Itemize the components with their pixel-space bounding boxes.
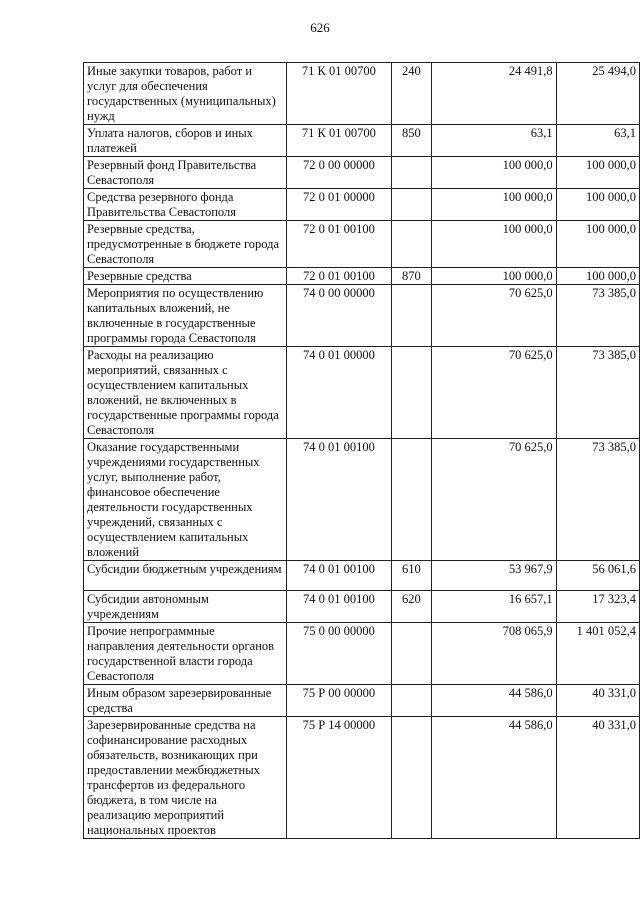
row-name: Субсидии автономным учреждениям — [84, 591, 287, 623]
row-type — [391, 285, 431, 347]
row-type — [391, 685, 431, 717]
row-name: Прочие непрограммные направления деятельности органов государственной власти города Севастополя — [84, 623, 287, 685]
row-value-1: 53 967,9 — [431, 561, 556, 591]
row-value-1: 70 625,0 — [431, 285, 556, 347]
row-code: 74 0 01 00100 — [286, 591, 391, 623]
row-code: 71 К 01 00700 — [286, 63, 391, 125]
row-name: Резервный фонд Правительства Севастополя — [84, 157, 287, 189]
table-row — [84, 63, 640, 125]
row-value-1: 24 491,8 — [431, 63, 556, 125]
row-value-2: 40 331,0 — [556, 685, 639, 717]
row-code: 71 К 01 00700 — [286, 125, 391, 157]
row-value-1: 100 000,0 — [431, 157, 556, 189]
table-row — [84, 685, 640, 717]
table-row — [84, 221, 640, 268]
row-value-1: 100 000,0 — [431, 268, 556, 285]
row-value-2: 1 401 052,4 — [556, 623, 639, 685]
row-value-1: 70 625,0 — [431, 347, 556, 439]
row-value-2: 73 385,0 — [556, 347, 639, 439]
table-row — [84, 439, 640, 561]
row-value-2: 100 000,0 — [556, 221, 639, 268]
row-value-2: 56 061,6 — [556, 561, 639, 591]
row-name: Оказание государственными учреждениями государственных услуг, выполнение работ, финансовое обеспечение деятельности государственных учреждений, связанных с осуществлением капитальных вложений — [84, 439, 287, 561]
row-value-2: 100 000,0 — [556, 268, 639, 285]
table-row — [84, 268, 640, 285]
row-name: Мероприятия по осуществлению капитальных вложений, не включенные в государственные программы города Севастополя — [84, 285, 287, 347]
row-value-1: 708 065,9 — [431, 623, 556, 685]
row-name: Расходы на реализацию мероприятий, связанных с осуществлением капитальных вложений, не включенных в государственные программы города Севастополя — [84, 347, 287, 439]
row-type — [391, 623, 431, 685]
row-value-1: 44 586,0 — [431, 685, 556, 717]
table-row — [84, 347, 640, 439]
row-name: Иным образом зарезервированные средства — [84, 685, 287, 717]
row-code: 74 0 01 00000 — [286, 347, 391, 439]
row-name: Резервные средства — [84, 268, 287, 285]
row-name: Средства резервного фонда Правительства Севастополя — [84, 189, 287, 221]
row-type — [391, 347, 431, 439]
row-value-2: 100 000,0 — [556, 157, 639, 189]
budget-table — [83, 62, 640, 839]
table-row — [84, 285, 640, 347]
row-type: 240 — [391, 63, 431, 125]
row-value-1: 16 657,1 — [431, 591, 556, 623]
row-value-2: 25 494,0 — [556, 63, 639, 125]
row-code: 72 0 01 00100 — [286, 221, 391, 268]
row-name: Уплата налогов, сборов и иных платежей — [84, 125, 287, 157]
row-value-1: 63,1 — [431, 125, 556, 157]
row-code: 75 0 00 00000 — [286, 623, 391, 685]
row-type: 610 — [391, 561, 431, 591]
table-row — [84, 591, 640, 623]
row-code: 74 0 01 00100 — [286, 439, 391, 561]
row-type — [391, 439, 431, 561]
row-name: Зарезервированные средства на софинансирование расходных обязательств, возникающих при предоставлении межбюджетных трансфертов из федерального бюджета, в том числе на реализацию мероприятий национальных проектов — [84, 717, 287, 839]
table-row — [84, 157, 640, 189]
row-name: Резервные средства, предусмотренные в бюджете города Севастополя — [84, 221, 287, 268]
row-code: 72 0 01 00100 — [286, 268, 391, 285]
row-value-1: 100 000,0 — [431, 221, 556, 268]
row-type: 620 — [391, 591, 431, 623]
row-value-2: 63,1 — [556, 125, 639, 157]
row-value-2: 40 331,0 — [556, 717, 639, 839]
row-type: 850 — [391, 125, 431, 157]
row-value-2: 73 385,0 — [556, 439, 639, 561]
page-number: 626 — [310, 20, 330, 35]
row-value-1: 100 000,0 — [431, 189, 556, 221]
row-type — [391, 717, 431, 839]
row-type — [391, 157, 431, 189]
row-value-1: 70 625,0 — [431, 439, 556, 561]
row-code: 75 Р 00 00000 — [286, 685, 391, 717]
table-row — [84, 623, 640, 685]
row-value-1: 44 586,0 — [431, 717, 556, 839]
row-value-2: 100 000,0 — [556, 189, 639, 221]
row-code: 74 0 00 00000 — [286, 285, 391, 347]
row-name: Иные закупки товаров, работ и услуг для обеспечения государственных (муниципальных) нужд — [84, 63, 287, 125]
row-type — [391, 221, 431, 268]
budget-table-body — [84, 63, 640, 839]
table-row — [84, 189, 640, 221]
table-row — [84, 561, 640, 591]
row-code: 72 0 00 00000 — [286, 157, 391, 189]
row-code: 72 0 01 00000 — [286, 189, 391, 221]
table-row — [84, 717, 640, 839]
row-code: 74 0 01 00100 — [286, 561, 391, 591]
row-type: 870 — [391, 268, 431, 285]
row-name: Субсидии бюджетным учреждениям — [84, 561, 287, 591]
row-value-2: 17 323,4 — [556, 591, 639, 623]
row-type — [391, 189, 431, 221]
table-row — [84, 125, 640, 157]
row-code: 75 Р 14 00000 — [286, 717, 391, 839]
row-value-2: 73 385,0 — [556, 285, 639, 347]
